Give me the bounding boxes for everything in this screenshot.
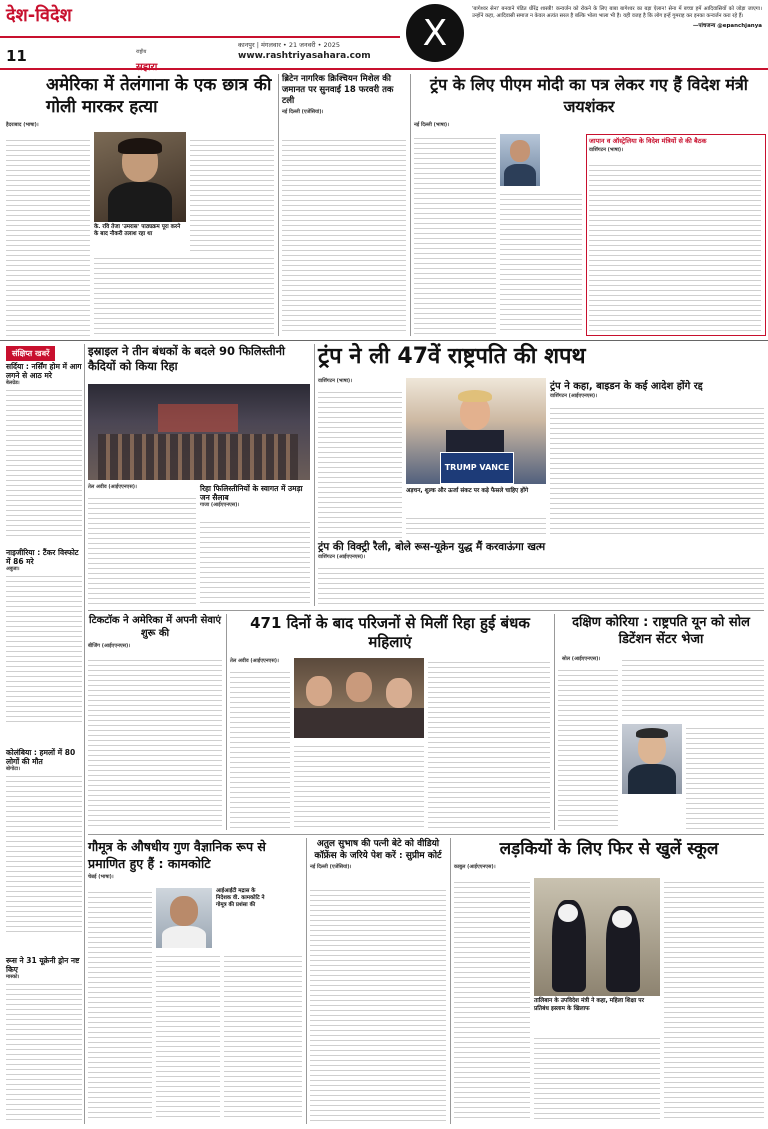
photo-caption: के. रवि तेजा 'उमरास' पाठ्यक्रम पूरा करने के बाद नौकरी तलाश रहा था [94,224,181,237]
sub-body [589,161,761,331]
headline[interactable]: ब्रिटेन नागरिक क्रिश्चियन मिशेल की जमानत पर सुनवाई 18 फरवरी तक टली [282,74,394,106]
photo-trump [406,378,546,484]
dateline: नई दिल्ली (एजेंसियां)। [310,864,352,870]
brief-body [6,980,82,1120]
body-col-2 [156,952,220,1120]
section-rule-2 [88,610,764,611]
divider-v7 [450,838,451,1124]
sub-story-box [586,134,766,336]
sidebar-tag-text2: खबरें [35,349,50,358]
photo-jaishankar [500,134,540,186]
headline[interactable]: ट्रंप के लिए पीएम मोदी का पत्र लेकर गए हैं विदेश मंत्री जयशंकर [430,75,748,116]
body-col-3 [224,952,302,1120]
dateline: नई दिल्ली (भाषा)। [414,122,450,128]
page-number: 11 [6,47,27,65]
photo-hostages [294,658,424,738]
x-logo-box [406,4,464,62]
divider-v5 [554,614,555,830]
divider-sidebar [84,344,85,1124]
divider-v1 [278,74,279,336]
headline[interactable]: अमेरिका में तेलंगाना के एक छात्र की गोली मारकर हत्या [46,75,272,117]
dateline: वाशिंगटन (भाषा)। [318,378,353,384]
headline[interactable]: इस्राइल ने तीन बंधकों के बदले 90 फिलिस्तीनी कैदियों को किया रिहा [88,344,286,373]
header-rule [0,36,400,38]
dateline-header: कानपुर | मंगलवार • 21 जनवरी • 2025 [238,41,341,49]
sidebar-briefs [6,362,82,1122]
photo-caption: अड़चन, शुल्क और ऊर्जा संकट पर कड़े फैसले चाहिए होंगे [406,488,529,494]
body-col-1 [318,388,402,538]
body-col-3 [94,254,274,336]
sidebar-tag-text: संक्षिप्त [12,349,33,358]
headline[interactable]: ट्रंप की विक्ट्री रैली, बोले रूस-यूक्रेन युद्ध मैं करवाऊंगा खत्म [318,541,546,553]
story-hostages [230,614,550,830]
body-text [88,656,222,830]
story-atul-subhash [310,838,446,1124]
header-quote [472,6,762,64]
sub-box-celebration [200,484,310,606]
divider-v3 [314,344,315,606]
podium-sign [440,452,514,484]
brief-title[interactable]: सर्दिया : नर्सिंग होम में आग लगने से आठ मरे [6,362,82,380]
side-body [550,404,764,538]
header-bottom-rule [0,68,768,70]
side-story-biden [550,380,764,538]
headline[interactable]: दक्षिण कोरिया : राष्ट्रपति यून को सोल डिटेंशन सेंटर भेजा [572,615,750,647]
headline[interactable]: टिकटॉक ने अमेरिका में अपनी सेवाएं शुरू की [88,615,222,639]
box-headline[interactable]: रिहा फिलिस्तीनियों के स्वागत में उमड़ा जन सैलाब [200,484,303,502]
story-michel [282,74,406,336]
section-rule-1 [0,340,768,341]
headline[interactable]: ट्रंप ने ली 47वें राष्ट्रपति की शपथ [318,344,586,369]
body-col-1 [558,666,618,830]
dateline: सोल (आईएएनएस)। [562,656,601,662]
side-dateline: वाशिंगटन (आईएएनएस)। [550,393,598,399]
photo-caption-box [406,488,546,496]
brief-dateline: अबुजा। [6,566,20,572]
brand-logo [136,50,186,66]
body-text [318,564,764,606]
brief-dateline: बेलग्रेड। [6,380,20,386]
dateline: चेन्नई (भाषा)। [88,874,114,880]
body-col-3 [664,878,764,1122]
brief-body [6,572,82,722]
podium-text: TRUMP VANCE [444,463,510,472]
box-body [200,518,310,606]
body-text [310,886,446,1122]
photo-caption: तालिबान के उपविदेश मंत्री ने कहा, महिला शिक्षा पर प्रतिबंध इस्लाम के खिलाफ [534,998,644,1012]
brief-title[interactable]: कोलंबिया : हमलों में 80 लोगों की मौत [6,748,76,766]
photo-yoon [622,724,682,794]
sidebar-tag [6,346,55,361]
brief-dateline: बोगोटा। [6,766,20,772]
divider-v6 [306,838,307,1124]
body-col-1 [88,494,196,606]
dateline: नई दिल्ली (एजेंसियां)। [282,109,324,115]
body-col-2 [534,1034,660,1122]
brief-body [6,772,82,932]
body-col-1 [88,888,152,1120]
brief-dateline: मास्को। [6,974,20,980]
headline[interactable]: 471 दिनों के बाद परिजनों से मिलीं रिहा हुई बंधक महिलाएं [250,614,530,651]
story-jaishankar [414,74,764,336]
photo-schoolgirls [534,878,660,996]
website-url[interactable]: www.rashtriyasahara.com [238,51,371,61]
brief-title[interactable]: नाइजीरिया : टैंकर विस्फोट में 86 मरे [6,548,79,566]
photo-caption-box [216,888,266,909]
brand-logo-top: राष्ट्रीय [136,49,147,55]
photo-caption: आईआईटी मद्रास के निदेशक वी. कामकोटि ने गोमूत्र की प्रशंसा की [216,888,265,908]
dateline: हैदराबाद (भाषा)। [6,122,39,128]
brief-item [6,362,82,536]
divider-v4 [226,614,227,830]
story-tiktok [88,614,222,830]
subheadline[interactable]: जापान व ऑस्ट्रेलिया के विदेश मंत्रियों से की बैठक [589,137,707,145]
body-col-1 [6,136,90,336]
box-dateline: गाजा (आईएएनएस)। [200,502,240,508]
brief-item [6,748,82,932]
sub-dateline: वाशिंगटन (भाषा)। [589,147,624,153]
section-name: देश-विदेश [6,5,72,26]
body-col-2 [622,656,764,720]
story-south-korea [558,614,764,830]
brief-item [6,548,82,722]
dateline: तेल अवीव (आईएएनएस)। [88,484,137,490]
photo-kamakoti [156,888,212,948]
photo-caption-box [534,998,660,1013]
body-col-2 [406,514,546,538]
story-gaumutra [88,838,302,1124]
side-headline[interactable]: ट्रंप ने कहा, बाइडन के कई आदेश होंगे रद्द [550,381,703,392]
photo-caption-box [94,224,186,238]
section-rule-3 [88,834,764,835]
brief-item [6,956,82,1120]
header-quote-text: 'बागेश्वर सेना' बनवाने पंडित धीरेंद्र शास्त्री! कन्वर्जन को रोकने के लिए बाबा बागेश्वर का बड़ा ऐलान! सेना में बच्चा हमें आदिवासियों को जोड़ा जाएगा। उन्होंने कहा, आदिवासी समाज न केवल अत्यंत सरल है बल्कि भोला भाला भी है। यही वजह है कि लोग इन्हें गुमराह कर इनका कन्वर्जन करा रहे हैं। [472,6,762,19]
body-col-2 [294,742,424,830]
story-telangana [6,74,274,336]
brief-title[interactable]: रूस ने 31 यूक्रेनी ड्रोन नष्ट किए [6,956,80,974]
body-col-3 [686,724,764,830]
headline[interactable]: गौमूत्र के औषधीय गुण वैज्ञानिक रूप से प्रमाणित हुए हैं : कामकोटि [88,839,266,871]
story-afghan-schools [454,838,764,1124]
headline[interactable]: अतुल सुभाष की पत्नी बेटे को वीडियो कॉफ्रेंस के जरिये पेश करें : सुप्रीम कोर्ट [314,839,442,861]
brief-body [6,386,82,536]
divider-v2 [410,74,411,336]
body-col-1 [414,134,496,334]
photo-crowd [88,384,310,480]
body-col-3 [428,658,550,830]
masthead-section-label [6,6,126,34]
headline[interactable]: लड़कियों के लिए फिर से खुलें स्कूल [499,839,719,859]
header-quote-author: —पांचजन्य @epanchjanya [692,23,762,29]
dateline: बीजिंग (आईएएनएस)। [88,643,131,649]
dateline: वाशिंगटन (आईएएनएस)। [318,554,366,560]
dateline: काबुल (आईएएनएस)। [454,864,496,870]
story-victory-rally [318,540,764,606]
body-col-1 [230,668,290,830]
body-col-1 [454,878,530,1122]
x-logo-icon: X [422,12,448,54]
body-col-2 [500,190,582,334]
story-israel-prisoners [88,344,310,606]
body-text [282,136,406,334]
photo-student [94,132,186,222]
dateline: तेल अवीव (आईएएनएस)। [230,658,279,664]
